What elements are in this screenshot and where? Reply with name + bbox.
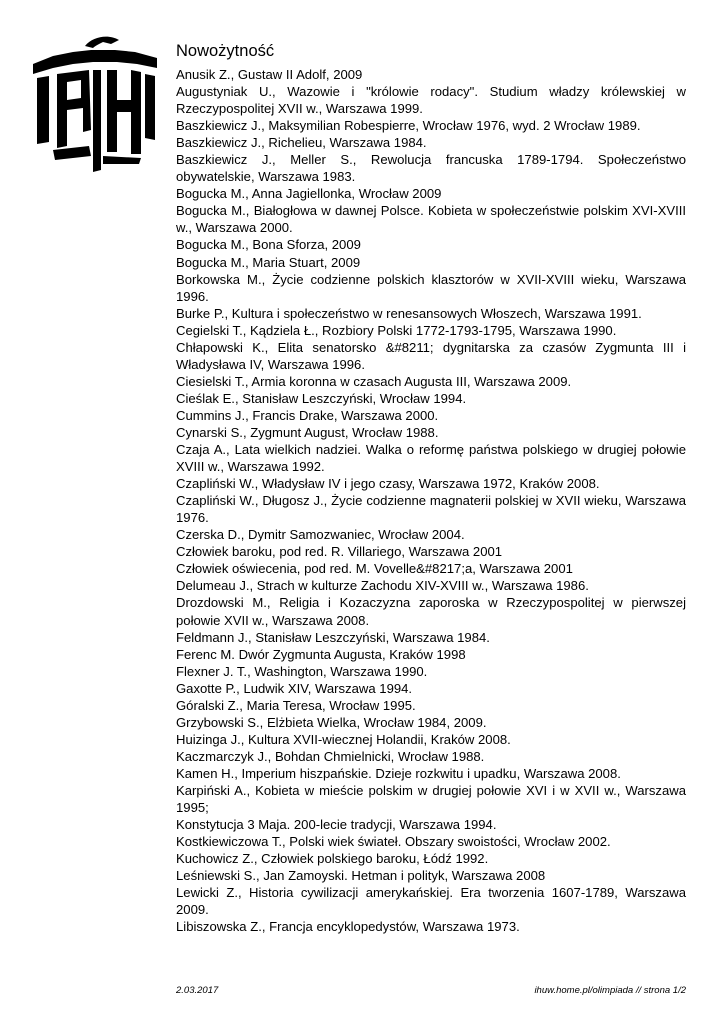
bibliography-entry: Baszkiewicz J., Maksymilian Robespierre, Wrocław 1976, wyd. 2 Wrocław 1989. — [176, 118, 641, 134]
bibliography-entry: Cynarski S., Zygmunt August, Wrocław 1988. — [176, 424, 439, 440]
bibliography-entry: Baszkiewicz J., Meller S., Rewolucja francuska 1789-1794. Społeczeństwo obywatelskie, Warszawa 1983. — [176, 152, 686, 185]
footer-date: 2.03.2017 — [176, 985, 219, 996]
bibliography-entry: Konstytucja 3 Maja. 200-lecie tradycji, Warszawa 1994. — [176, 817, 497, 833]
bibliography-section — [176, 41, 686, 935]
bibliography-entry: Baszkiewicz J., Richelieu, Warszawa 1984. — [176, 135, 427, 151]
bibliography-entry: Ciesielski T., Armia koronna w czasach Augusta III, Warszawa 2009. — [176, 373, 572, 389]
bibliography-entry: Huizinga J., Kultura XVII-wiecznej Holandii, Kraków 2008. — [176, 731, 511, 747]
bibliography-entry: Leśniewski S., Jan Zamoyski. Hetman i polityk, Warszawa 2008 — [176, 868, 546, 884]
bibliography-entry: Flexner J. T., Washington, Warszawa 1990. — [176, 663, 428, 679]
bibliography-entry: Cummins J., Francis Drake, Warszawa 2000. — [176, 407, 439, 423]
bibliography-entry: Libiszowska Z., Francja encyklopedystów, Warszawa 1973. — [176, 919, 520, 935]
bibliography-entry: Człowiek baroku, pod red. R. Villariego, Warszawa 2001 — [176, 544, 503, 560]
bibliography-entry: Bogucka M., Anna Jagiellonka, Wrocław 2009 — [176, 186, 442, 202]
bibliography-entry: Człowiek oświecenia, pod red. M. Vovelle&#8217;a, Warszawa 2001 — [176, 561, 573, 577]
bibliography-entry: Karpiński A., Kobieta w mieście polskim w drugiej połowie XVI i w XVII w., Warszawa 1995; — [176, 782, 686, 816]
bibliography-entry: Delumeau J., Strach w kulturze Zachodu XIV-XVIII w., Warszawa 1986. — [176, 578, 589, 594]
bibliography-entry: Bogucka M., Białogłowa w dawnej Polsce. Kobieta w społeczeństwie polskim XVI-XVIII w., Warszawa 2000. — [176, 203, 686, 236]
bibliography-entry: Ferenc M. Dwór Zygmunta Augusta, Kraków 1998 — [176, 646, 466, 662]
bibliography-entry: Anusik Z., Gustaw II Adolf, 2009 — [176, 67, 363, 82]
bibliography-entry: Gaxotte P., Ludwik XIV, Warszawa 1994. — [176, 680, 413, 696]
bibliography-entry: Chłapowski K., Elita senatorsko &#8211; dygnitarska za czasów Zygmunta III i Władysława IV, Warszawa 1996. — [176, 339, 686, 372]
bibliography-entry: Kuchowicz Z., Człowiek polskiego baroku, Łódź 1992. — [176, 851, 489, 867]
bibliography-entry: Drozdowski M., Religia i Kozaczyzna zaporoska w Rzeczypospolitej w pierwszej połowie XVII w., Warszawa 2008. — [176, 595, 686, 628]
bibliography-entry: Bogucka M., Maria Stuart, 2009 — [176, 254, 361, 270]
bibliography-list — [176, 66, 686, 935]
bibliography-entry: Grzybowski S., Elżbieta Wielka, Wrocław 1984, 2009. — [176, 714, 487, 730]
footer-page-info: ihuw.home.pl/olimpiada // strona 1/2 — [534, 985, 686, 996]
bibliography-entry: Kostkiewiczowa T., Polski wiek świateł. Obszary swoistości, Wrocław 2002. — [176, 834, 611, 850]
bibliography-entry: Lewicki Z., Historia cywilizacji amerykańskiej. Era tworzenia 1607-1789, Warszawa 2009. — [176, 885, 686, 918]
bibliography-entry: Feldmann J., Stanisław Leszczyński, Warszawa 1984. — [176, 629, 490, 645]
bibliography-entry: Czerska D., Dymitr Samozwaniec, Wrocław 2004. — [176, 527, 465, 543]
bibliography-entry: Czapliński W., Długosz J., Życie codzienne magnaterii polskiej w XVII wieku, Warszawa 1976. — [176, 493, 686, 526]
bibliography-entry: Góralski Z., Maria Teresa, Wrocław 1995. — [176, 697, 416, 713]
bibliography-entry: Cieślak E., Stanisław Leszczyński, Wrocław 1994. — [176, 390, 467, 406]
bibliography-entry: Burke P., Kultura i społeczeństwo w renesansowych Włoszech, Warszawa 1991. — [176, 305, 642, 321]
bibliography-entry: Kaczmarczyk J., Bohdan Chmielnicki, Wrocław 1988. — [176, 748, 485, 764]
bibliography-entry: Borkowska M., Życie codzienne polskich klasztorów w XVII-XVIII wieku, Warszawa 1996. — [176, 271, 686, 304]
bibliography-entry: Bogucka M., Bona Sforza, 2009 — [176, 237, 361, 253]
bibliography-entry: Cegielski T., Kądziela Ł., Rozbiory Polski 1772-1793-1795, Warszawa 1990. — [176, 322, 617, 338]
section-title: Nowożytność — [176, 42, 275, 60]
bibliography-entry: Augustyniak U., Wazowie i "królowie rodacy". Studium władzy królewskiej w Rzeczypospolitej XVII w., Warszawa 1999. — [176, 84, 686, 117]
pth-logo-icon — [33, 34, 157, 176]
bibliography-entry: Czaja A., Lata wielkich nadziei. Walka o reformę państwa polskiego w drugiej połowie XVIII w., Warszawa 1992. — [176, 442, 686, 475]
bibliography-entry: Kamen H., Imperium hiszpańskie. Dzieje rozkwitu i upadku, Warszawa 2008. — [176, 765, 621, 781]
bibliography-entry: Czapliński W., Władysław IV i jego czasy, Warszawa 1972, Kraków 2008. — [176, 476, 600, 492]
